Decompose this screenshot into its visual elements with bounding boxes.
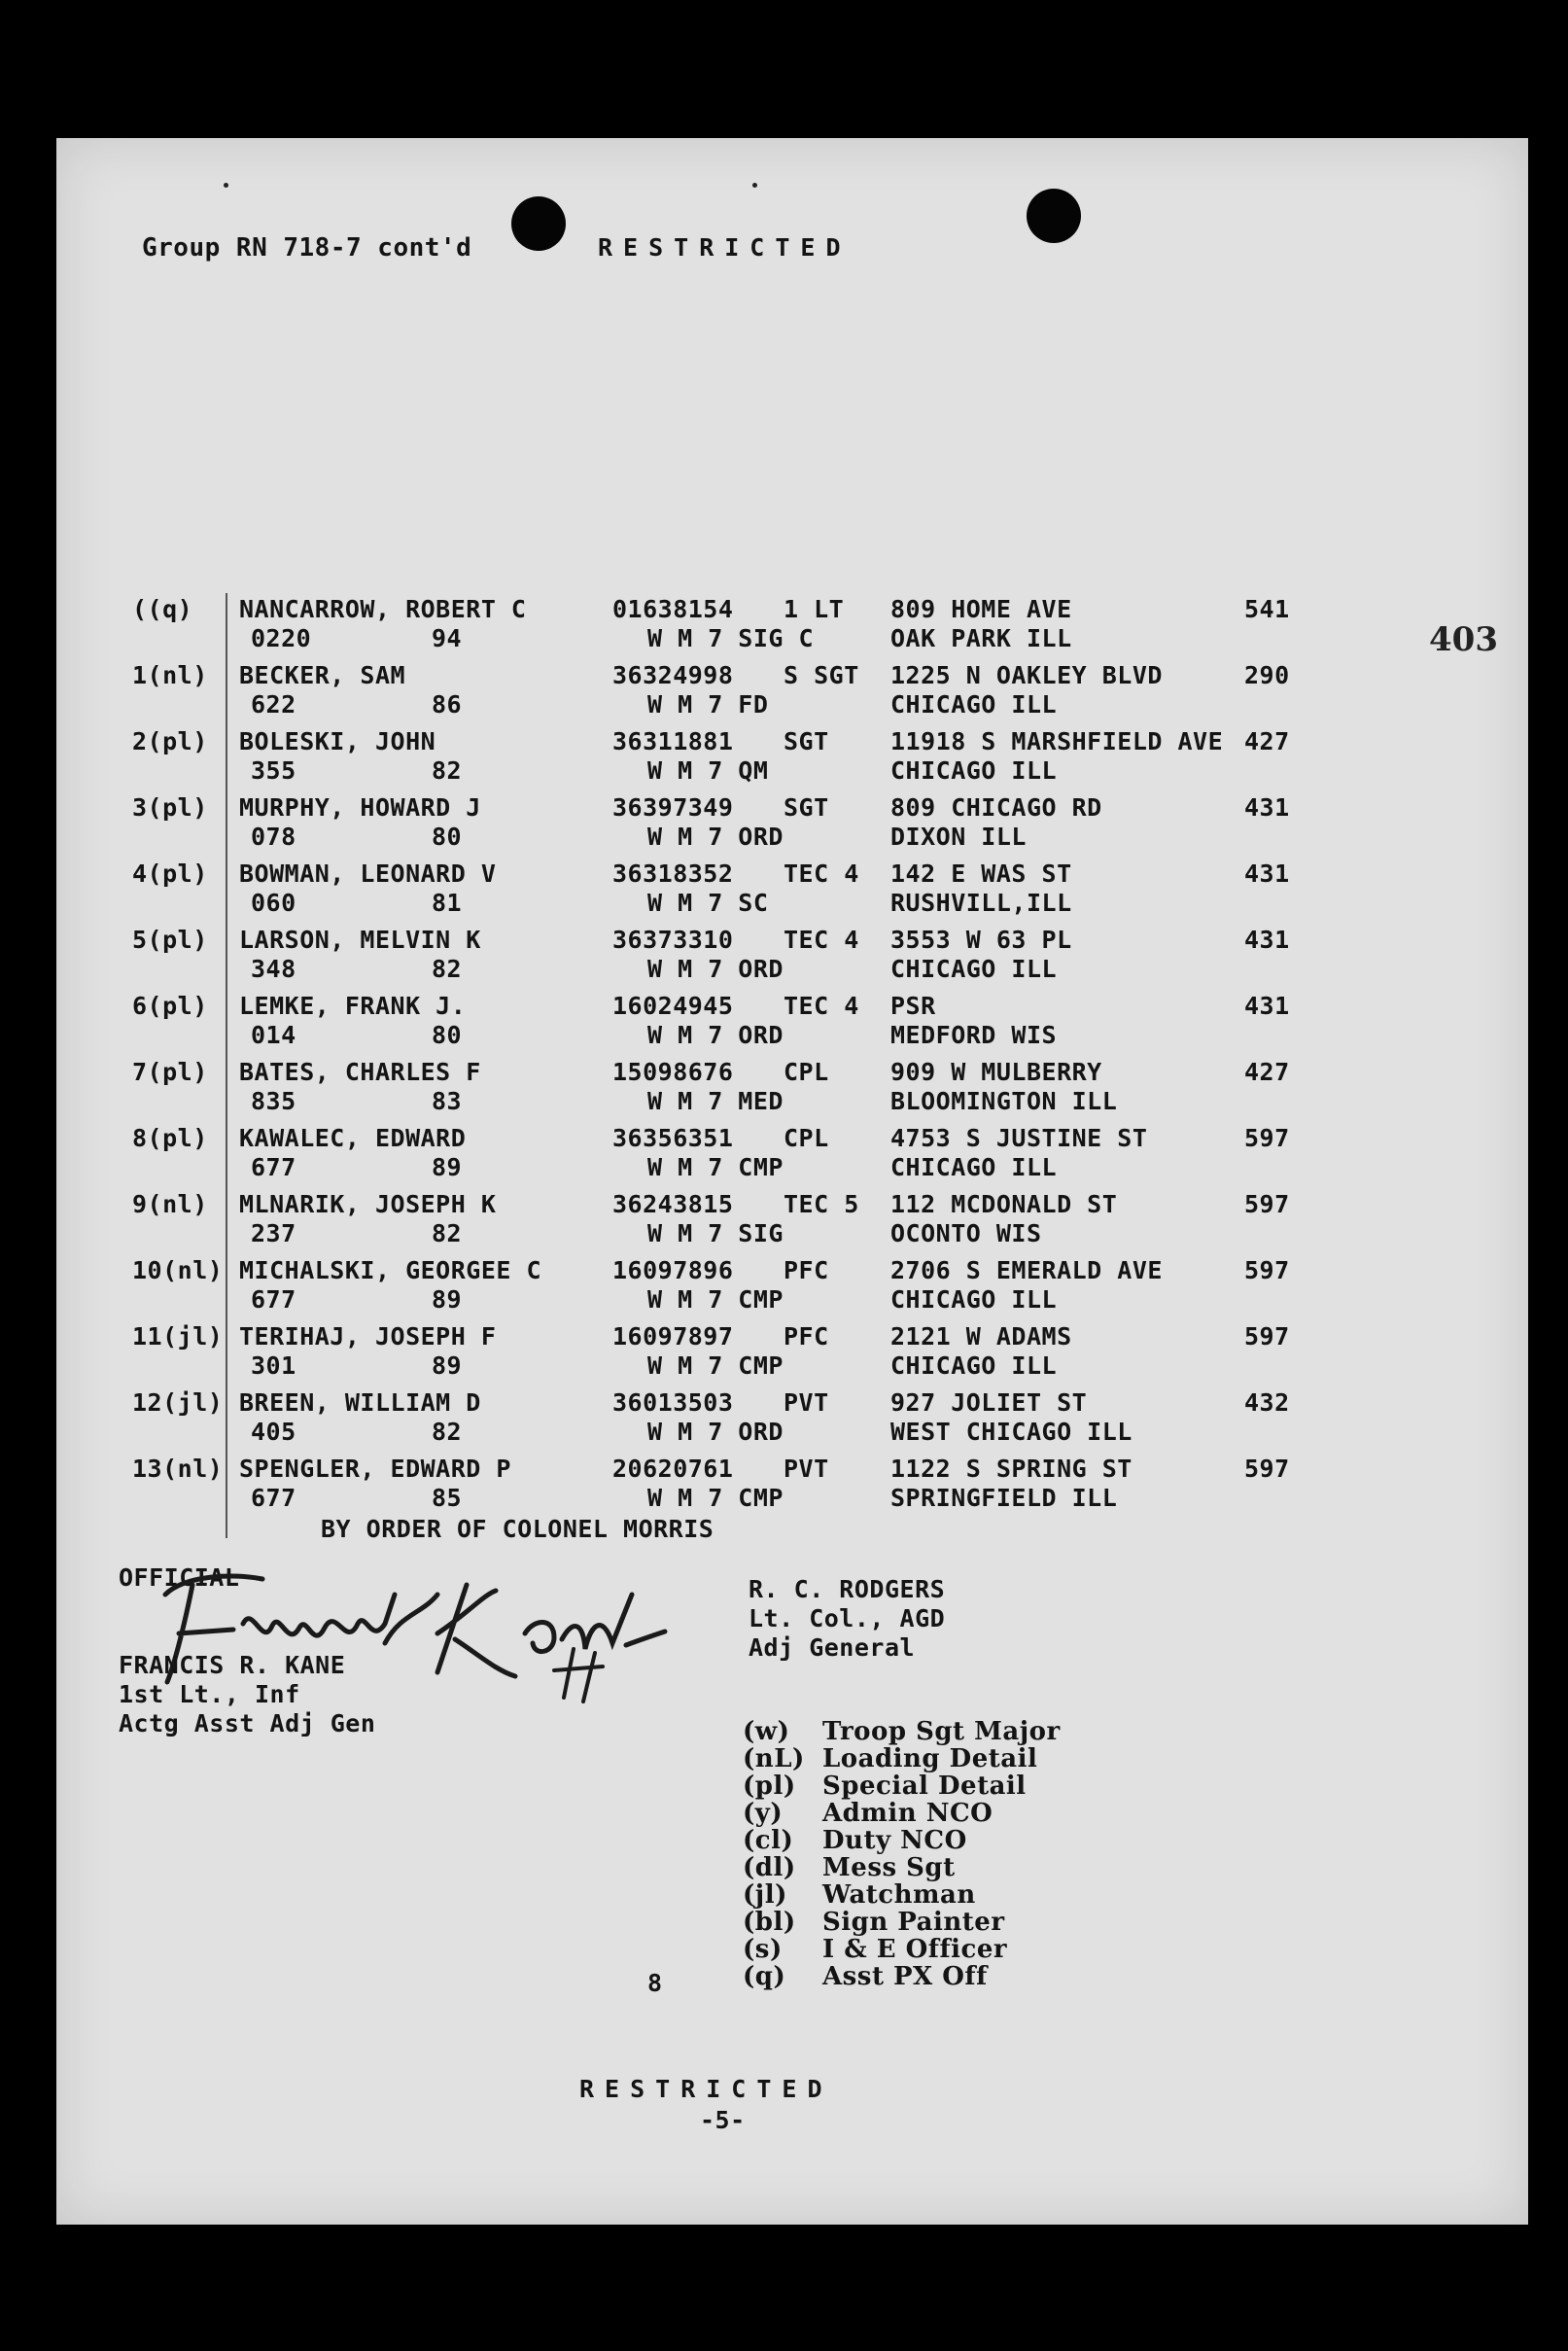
cell-num: 290 (1244, 661, 1290, 689)
cell-age: 80 (432, 823, 463, 851)
cell-code: 677 (251, 1285, 296, 1314)
cell-code: 237 (251, 1219, 296, 1247)
cell-age: 82 (432, 1219, 463, 1247)
page-number: -5- (700, 2106, 746, 2134)
cell-race: W M 7 CMP (647, 1285, 784, 1314)
cell-name: MURPHY, HOWARD J (239, 793, 481, 822)
cell-age: 89 (432, 1351, 463, 1380)
cell-code: 405 (251, 1418, 296, 1446)
cell-addr1: 3553 W 63 PL (890, 926, 1072, 954)
group-reference: Group RN 718-7 cont'd (142, 233, 472, 263)
cell-race: W M 7 MED (647, 1087, 784, 1115)
legend-text: Sign Painter (822, 1908, 1005, 1937)
cell-code: 014 (251, 1021, 296, 1049)
cell-addr1: 112 MCDONALD ST (890, 1190, 1118, 1218)
cell-num: 597 (1244, 1256, 1290, 1284)
cell-name: BATES, CHARLES F (239, 1058, 481, 1086)
cell-addr1: PSR (890, 992, 936, 1020)
cell-race: W M 7 CMP (647, 1153, 784, 1181)
cell-race: W M 7 SIG (647, 1219, 784, 1247)
cell-race: W M 7 ORD (647, 955, 784, 983)
cell-num: 597 (1244, 1455, 1290, 1483)
cell-addr1: 809 HOME AVE (890, 595, 1072, 623)
cell-rank: TEC 4 (784, 926, 859, 954)
official-name: FRANCIS R. KANE (119, 1651, 346, 1679)
cell-addr1: 1122 S SPRING ST (890, 1455, 1132, 1483)
cell-num: 431 (1244, 860, 1290, 888)
legend-text: Loading Detail (822, 1744, 1038, 1773)
cell-age: 81 (432, 889, 463, 917)
cell-code: 301 (251, 1351, 296, 1380)
cell-age: 83 (432, 1087, 463, 1115)
cell-addr2: DIXON ILL (890, 823, 1027, 851)
cell-addr1: 2121 W ADAMS (890, 1322, 1072, 1351)
cell-name: BOLESKI, JOHN (239, 727, 436, 755)
column-rule (226, 593, 227, 1538)
cell-age: 82 (432, 1418, 463, 1446)
cell-race: W M 7 SC (647, 889, 769, 917)
cell-name: BREEN, WILLIAM D (239, 1388, 481, 1417)
cell-code: 835 (251, 1087, 296, 1115)
cell-addr2: WEST CHICAGO ILL (890, 1418, 1132, 1446)
cell-rank: TEC 5 (784, 1190, 859, 1218)
cell-tag: 13(nl) (132, 1455, 224, 1483)
cell-tag: 12(jl) (132, 1388, 224, 1417)
classification-footer: RESTRICTED (579, 2075, 833, 2103)
legend-key: (dl) (743, 1853, 796, 1882)
cell-num: 597 (1244, 1322, 1290, 1351)
cell-code: 677 (251, 1484, 296, 1512)
cell-age: 85 (432, 1484, 463, 1512)
legend-text: Admin NCO (822, 1799, 993, 1828)
cell-code: 060 (251, 889, 296, 917)
cell-addr1: 909 W MULBERRY (890, 1058, 1102, 1086)
cell-rank: PVT (784, 1455, 829, 1483)
cell-name: SPENGLER, EDWARD P (239, 1455, 511, 1483)
official-label: OFFICIAL (119, 1563, 240, 1592)
cell-num: 541 (1244, 595, 1290, 623)
cell-rank: SGT (784, 727, 829, 755)
legend-key: (q) (743, 1962, 786, 1991)
cell-age: 80 (432, 1021, 463, 1049)
cell-tag: ((q) (132, 595, 193, 623)
cell-tag: 8(pl) (132, 1124, 208, 1152)
cell-name: TERIHAJ, JOSEPH F (239, 1322, 497, 1351)
legend-key: (jl) (743, 1880, 787, 1910)
cell-addr2: CHICAGO ILL (890, 1285, 1058, 1314)
cell-race: W M 7 CMP (647, 1351, 784, 1380)
cell-serial: 01638154 (612, 595, 734, 623)
cell-age: 89 (432, 1285, 463, 1314)
cell-addr2: SPRINGFIELD ILL (890, 1484, 1118, 1512)
cell-age: 82 (432, 756, 463, 785)
cell-rank: TEC 4 (784, 860, 859, 888)
cell-addr1: 4753 S JUSTINE ST (890, 1124, 1148, 1152)
cell-rank: TEC 4 (784, 992, 859, 1020)
cell-code: 078 (251, 823, 296, 851)
cell-addr2: BLOOMINGTON ILL (890, 1087, 1118, 1115)
cell-code: 677 (251, 1153, 296, 1181)
official-rank: 1st Lt., Inf (119, 1680, 300, 1708)
cell-num: 431 (1244, 926, 1290, 954)
cell-num: 431 (1244, 793, 1290, 822)
cell-serial: 36318352 (612, 860, 734, 888)
cell-name: LEMKE, FRANK J. (239, 992, 467, 1020)
signer-rank: Lt. Col., AGD (749, 1604, 946, 1632)
cell-race: W M 7 CMP (647, 1484, 784, 1512)
legend-text: Asst PX Off (822, 1962, 988, 1991)
legend-key: (nL) (743, 1744, 805, 1773)
cell-tag: 4(pl) (132, 860, 208, 888)
cell-rank: S SGT (784, 661, 859, 689)
cell-tag: 11(jl) (132, 1322, 224, 1351)
cell-addr2: CHICAGO ILL (890, 1153, 1058, 1181)
inner-page-number: 8 (647, 1969, 663, 1997)
cell-name: MLNARIK, JOSEPH K (239, 1190, 497, 1218)
cell-age: 82 (432, 955, 463, 983)
cell-addr2: CHICAGO ILL (890, 756, 1058, 785)
cell-rank: PFC (784, 1322, 829, 1351)
cell-addr2: OCONTO WIS (890, 1219, 1042, 1247)
cell-serial: 36243815 (612, 1190, 734, 1218)
cell-addr2: OAK PARK ILL (890, 624, 1072, 652)
cell-rank: SGT (784, 793, 829, 822)
signer-title: Adj General (749, 1633, 916, 1662)
side-page-number: 403 (1429, 620, 1498, 659)
legend-key: (bl) (743, 1908, 796, 1937)
speck (752, 183, 757, 188)
cell-code: 355 (251, 756, 296, 785)
cell-tag: 3(pl) (132, 793, 208, 822)
cell-name: LARSON, MELVIN K (239, 926, 481, 954)
cell-addr2: CHICAGO ILL (890, 690, 1058, 719)
cell-serial: 36324998 (612, 661, 734, 689)
official-title: Actg Asst Adj Gen (119, 1709, 376, 1737)
legend-key: (cl) (743, 1826, 794, 1855)
legend-key: (s) (743, 1935, 783, 1964)
cell-name: KAWALEC, EDWARD (239, 1124, 467, 1152)
legend-text: Special Detail (822, 1772, 1027, 1801)
legend-key: (w) (743, 1717, 790, 1746)
cell-code: 622 (251, 690, 296, 719)
cell-num: 597 (1244, 1190, 1290, 1218)
cell-name: NANCARROW, ROBERT C (239, 595, 527, 623)
cell-addr2: CHICAGO ILL (890, 1351, 1058, 1380)
legend-text: I & E Officer (822, 1935, 1008, 1964)
speck (224, 183, 228, 188)
cell-tag: 1(nl) (132, 661, 208, 689)
cell-serial: 20620761 (612, 1455, 734, 1483)
cell-addr1: 11918 S MARSHFIELD AVE (890, 727, 1224, 755)
cell-num: 431 (1244, 992, 1290, 1020)
cell-rank: CPL (784, 1124, 829, 1152)
legend-text: Mess Sgt (822, 1853, 956, 1882)
cell-serial: 16097897 (612, 1322, 734, 1351)
cell-tag: 7(pl) (132, 1058, 208, 1086)
cell-num: 432 (1244, 1388, 1290, 1417)
punch-hole-left (511, 196, 566, 251)
cell-addr2: CHICAGO ILL (890, 955, 1058, 983)
cell-race: W M 7 ORD (647, 1418, 784, 1446)
cell-num: 427 (1244, 727, 1290, 755)
cell-race: W M 7 ORD (647, 823, 784, 851)
cell-num: 427 (1244, 1058, 1290, 1086)
cell-race: W M 7 QM (647, 756, 769, 785)
cell-rank: PFC (784, 1256, 829, 1284)
cell-rank: CPL (784, 1058, 829, 1086)
cell-name: BECKER, SAM (239, 661, 406, 689)
signer-name: R. C. RODGERS (749, 1575, 946, 1603)
cell-tag: 10(nl) (132, 1256, 224, 1284)
cell-serial: 36311881 (612, 727, 734, 755)
cell-tag: 2(pl) (132, 727, 208, 755)
cell-serial: 36397349 (612, 793, 734, 822)
cell-serial: 16024945 (612, 992, 734, 1020)
cell-addr1: 142 E WAS ST (890, 860, 1072, 888)
classification-header: RESTRICTED (598, 233, 852, 262)
cell-race: W M 7 ORD (647, 1021, 784, 1049)
cell-rank: PVT (784, 1388, 829, 1417)
legend-key: (y) (743, 1799, 784, 1828)
cell-addr1: 809 CHICAGO RD (890, 793, 1102, 822)
cell-name: BOWMAN, LEONARD V (239, 860, 497, 888)
cell-serial: 15098676 (612, 1058, 734, 1086)
cell-tag: 6(pl) (132, 992, 208, 1020)
cell-rank: 1 LT (784, 595, 845, 623)
cell-addr1: 1225 N OAKLEY BLVD (890, 661, 1163, 689)
cell-serial: 36013503 (612, 1388, 734, 1417)
cell-age: 86 (432, 690, 463, 719)
cell-code: 348 (251, 955, 296, 983)
cell-serial: 16097896 (612, 1256, 734, 1284)
order-line: BY ORDER OF COLONEL MORRIS (321, 1515, 714, 1543)
cell-tag: 9(nl) (132, 1190, 208, 1218)
cell-age: 89 (432, 1153, 463, 1181)
cell-age: 94 (432, 624, 463, 652)
legend-text: Duty NCO (822, 1826, 967, 1855)
cell-tag: 5(pl) (132, 926, 208, 954)
cell-addr1: 2706 S EMERALD AVE (890, 1256, 1163, 1284)
punch-hole-right (1027, 189, 1081, 243)
legend-text: Watchman (822, 1880, 976, 1910)
cell-num: 597 (1244, 1124, 1290, 1152)
cell-race: W M 7 SIG C (647, 624, 815, 652)
cell-addr2: MEDFORD WIS (890, 1021, 1058, 1049)
cell-code: 0220 (251, 624, 312, 652)
legend-key: (pl) (743, 1772, 796, 1801)
cell-name: MICHALSKI, GEORGEE C (239, 1256, 542, 1284)
cell-race: W M 7 FD (647, 690, 769, 719)
legend-text: Troop Sgt Major (822, 1717, 1061, 1746)
cell-serial: 36373310 (612, 926, 734, 954)
cell-serial: 36356351 (612, 1124, 734, 1152)
cell-addr2: RUSHVILL,ILL (890, 889, 1072, 917)
cell-addr1: 927 JOLIET ST (890, 1388, 1088, 1417)
